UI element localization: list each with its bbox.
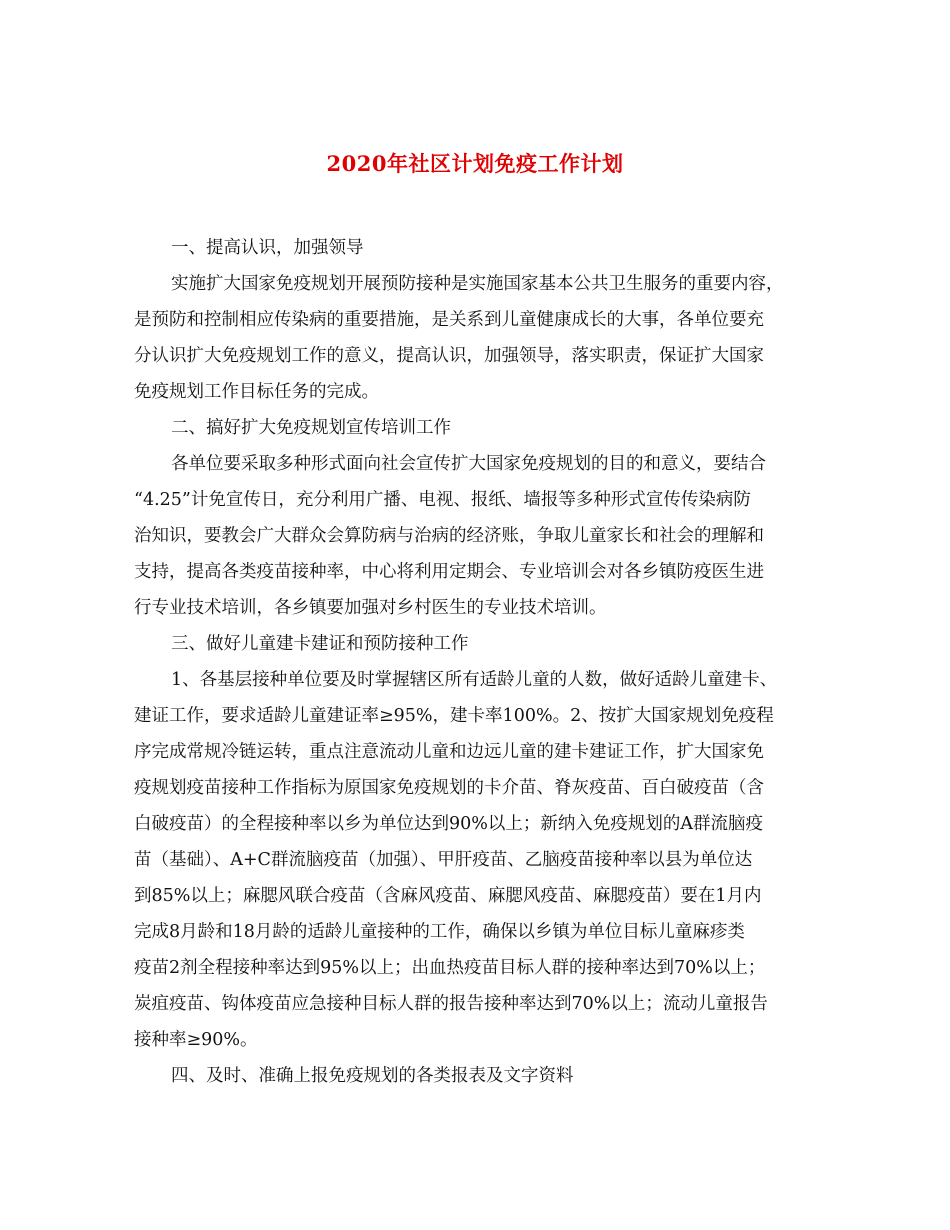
text-line: 二、搞好扩大免疫规划宣传培训工作	[171, 418, 451, 438]
text-line: 行专业技术培训，各乡镇要加强对乡村医生的专业技术培训。	[134, 598, 607, 618]
text-line: 疫规划疫苗接种工作指标为原国家免疫规划的卡介苗、脊灰疫苗、百白破疫苗（含	[134, 778, 764, 798]
text-line: 分认识扩大免疫规划工作的意义，提高认识，加强领导，落实职责，保证扩大国家	[134, 346, 764, 366]
text-line: 建证工作，要求适龄儿童建证率≥95%，建卡率100%。2、按扩大国家规划免疫程	[134, 706, 774, 726]
text-line: 各单位要采取多种形式面向社会宣传扩大国家免疫规划的目的和意义，要结合	[171, 454, 766, 474]
text-line: 疫苗2剂全程接种率达到95%以上；出血热疫苗目标人群的接种率达到70%以上；	[134, 958, 766, 978]
text-line: 治知识，要教会广大群众会算防病与治病的经济账，争取儿童家长和社会的理解和	[134, 526, 764, 546]
document-body	[134, 230, 824, 1094]
document-title: 2020年社区计划免疫工作计划	[326, 151, 624, 176]
text-line: 炭疽疫苗、钩体疫苗应急接种目标人群的报告接种率达到70%以上；流动儿童报告	[134, 994, 768, 1014]
text-line: 苗（基础）、A+C群流脑疫苗（加强）、甲肝疫苗、乙脑疫苗接种率以县为单位达	[134, 850, 753, 870]
text-line: 序完成常规冷链运转，重点注意流动儿童和边远儿童的建卡建证工作，扩大国家免	[134, 742, 764, 762]
text-line: 1、各基层接种单位要及时掌握辖区所有适龄儿童的人数，做好适龄儿童建卡、	[171, 670, 778, 690]
text-line: 完成8月龄和18月龄的适龄儿童接种的工作，确保以乡镇为单位目标儿童麻疹类	[134, 922, 745, 942]
text-line: 白破疫苗）的全程接种率以乡为单位达到90%以上；新纳入免疫规划的A群流脑疫	[134, 814, 764, 834]
text-line: 三、做好儿童建卡建证和预防接种工作	[171, 634, 469, 654]
text-line: 实施扩大国家免疫规划开展预防接种是实施国家基本公共卫生服务的重要内容，	[171, 274, 784, 294]
text-line: 免疫规划工作目标任务的完成。	[134, 382, 379, 402]
text-line: 四、及时、准确上报免疫规划的各类报表及文字资料	[171, 1066, 574, 1086]
text-line: 接种率≥90%。	[134, 1030, 258, 1050]
text-line: 一、提高认识，加强领导	[171, 238, 364, 258]
text-line: 支持，提高各类疫苗接种率，中心将利用定期会、专业培训会对各乡镇防疫医生进	[134, 562, 764, 582]
text-line: “4.25”计免宣传日，充分利用广播、电视、报纸、墙报等多种形式宣传传染病防	[134, 490, 751, 510]
text-line: 到85%以上；麻腮风联合疫苗（含麻风疫苗、麻腮风疫苗、麻腮疫苗）要在1月内	[134, 886, 762, 906]
text-line: 是预防和控制相应传染病的重要措施，是关系到儿童健康成长的大事，各单位要充	[134, 310, 764, 330]
